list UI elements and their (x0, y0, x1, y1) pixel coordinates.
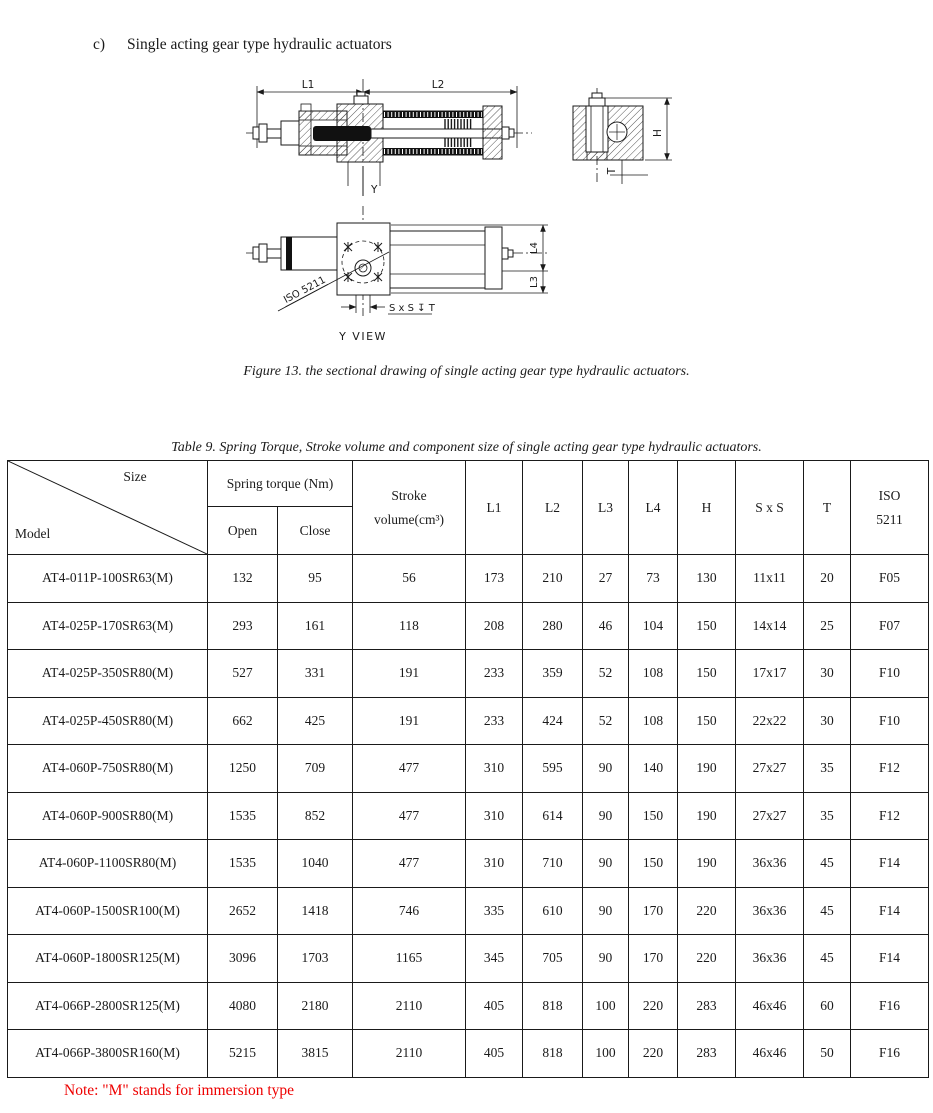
cell-sxs: 17x17 (736, 650, 804, 698)
cell-l4: 108 (629, 650, 678, 698)
top-sectional-view (246, 79, 532, 196)
cell-sxs: 46x46 (736, 982, 804, 1030)
cell-model: AT4-025P-170SR63(M) (8, 602, 208, 650)
cell-l3: 90 (583, 887, 629, 935)
cell-open: 5215 (208, 1030, 278, 1078)
cell-t: 35 (804, 745, 851, 793)
dim-label-sxs: S x S ↧ T (389, 303, 435, 314)
cell-open: 662 (208, 697, 278, 745)
header-size-label: Size (123, 469, 147, 484)
cell-l2: 710 (523, 840, 583, 888)
cell-l4: 140 (629, 745, 678, 793)
cell-stroke-volume: 1165 (353, 935, 466, 983)
cell-model: AT4-066P-2800SR125(M) (8, 982, 208, 1030)
header-stroke-line1: Stroke (391, 487, 427, 503)
cell-close: 1703 (278, 935, 353, 983)
cell-stroke-volume: 2110 (353, 1030, 466, 1078)
dim-label-l3: L3 (529, 276, 540, 288)
table-caption: Table 9. Spring Torque, Stroke volume and component size of single acting gear type hydraulic actuators. (171, 440, 762, 455)
cell-iso: F14 (851, 935, 929, 983)
cell-l3: 27 (583, 555, 629, 603)
cell-stroke-volume: 191 (353, 697, 466, 745)
cell-sxs: 14x14 (736, 602, 804, 650)
cell-open: 2652 (208, 887, 278, 935)
cell-stroke-volume: 477 (353, 792, 466, 840)
cell-stroke-volume: 191 (353, 650, 466, 698)
cell-sxs: 27x27 (736, 792, 804, 840)
spec-table (7, 460, 929, 1078)
cell-t: 50 (804, 1030, 851, 1078)
cell-iso: F10 (851, 697, 929, 745)
cell-close: 709 (278, 745, 353, 793)
cell-close: 3815 (278, 1030, 353, 1078)
cell-iso: F14 (851, 840, 929, 888)
table-row (8, 982, 929, 1030)
cell-t: 45 (804, 840, 851, 888)
cell-model: AT4-060P-1500SR100(M) (8, 887, 208, 935)
cell-open: 1535 (208, 792, 278, 840)
cell-model: AT4-025P-350SR80(M) (8, 650, 208, 698)
cell-iso: F10 (851, 650, 929, 698)
section-heading-prefix: c) (93, 36, 106, 53)
section-heading-text: Single acting gear type hydraulic actuators (127, 36, 392, 53)
cell-close: 331 (278, 650, 353, 698)
header-stroke-line2: volume(cm³) (374, 511, 445, 527)
cell-l4: 73 (629, 555, 678, 603)
cell-l1: 173 (466, 555, 523, 603)
cell-t: 30 (804, 650, 851, 698)
table-row (8, 887, 929, 935)
table-row (8, 792, 929, 840)
table-row (8, 697, 929, 745)
cell-open: 4080 (208, 982, 278, 1030)
cell-h: 150 (678, 650, 736, 698)
cell-iso: F07 (851, 602, 929, 650)
sectional-drawing (225, 55, 705, 361)
cell-close: 2180 (278, 982, 353, 1030)
cell-l4: 220 (629, 1030, 678, 1078)
cell-iso: F16 (851, 982, 929, 1030)
cell-l4: 104 (629, 602, 678, 650)
bottom-y-view (246, 206, 550, 343)
table-row (8, 602, 929, 650)
header-cell-h: H (678, 461, 736, 555)
cell-t: 45 (804, 935, 851, 983)
cell-close: 425 (278, 697, 353, 745)
header-cell-iso5211 (851, 461, 929, 555)
cell-l2: 705 (523, 935, 583, 983)
cell-sxs: 36x36 (736, 887, 804, 935)
cell-iso: F14 (851, 887, 929, 935)
cell-h: 220 (678, 935, 736, 983)
cell-model: AT4-060P-1100SR80(M) (8, 840, 208, 888)
cell-l3: 100 (583, 1030, 629, 1078)
header-cell-sxs: S x S (736, 461, 804, 555)
cell-l1: 310 (466, 745, 523, 793)
header-model-label: Model (15, 526, 51, 541)
side-sectional-view (573, 88, 672, 185)
cell-h: 283 (678, 1030, 736, 1078)
cell-h: 283 (678, 982, 736, 1030)
cell-l1: 405 (466, 1030, 523, 1078)
cell-l4: 108 (629, 697, 678, 745)
cell-iso: F05 (851, 555, 929, 603)
cell-open: 293 (208, 602, 278, 650)
cell-model: AT4-060P-1800SR125(M) (8, 935, 208, 983)
cell-l1: 233 (466, 650, 523, 698)
dim-label-l4: L4 (529, 242, 540, 254)
cell-model: AT4-011P-100SR63(M) (8, 555, 208, 603)
cell-l3: 90 (583, 935, 629, 983)
cell-open: 132 (208, 555, 278, 603)
cell-l1: 208 (466, 602, 523, 650)
cell-open: 1250 (208, 745, 278, 793)
cell-sxs: 36x36 (736, 840, 804, 888)
cell-open: 527 (208, 650, 278, 698)
cell-l3: 52 (583, 697, 629, 745)
cell-iso: F12 (851, 792, 929, 840)
note-text: Note: "M" stands for immersion type (64, 1082, 295, 1099)
cell-l2: 610 (523, 887, 583, 935)
cell-h: 190 (678, 840, 736, 888)
cell-l1: 345 (466, 935, 523, 983)
table-row (8, 1030, 929, 1078)
cell-l1: 233 (466, 697, 523, 745)
cell-sxs: 11x11 (736, 555, 804, 603)
cell-stroke-volume: 118 (353, 602, 466, 650)
cell-l2: 359 (523, 650, 583, 698)
cell-l3: 100 (583, 982, 629, 1030)
iso-5211-label: ISO 5211 (282, 274, 328, 306)
cell-t: 30 (804, 697, 851, 745)
header-cell-stroke-volume (353, 461, 466, 555)
cell-l3: 52 (583, 650, 629, 698)
cell-stroke-volume: 477 (353, 840, 466, 888)
cell-l3: 46 (583, 602, 629, 650)
cell-l2: 818 (523, 982, 583, 1030)
cell-l1: 310 (466, 840, 523, 888)
cell-l4: 170 (629, 935, 678, 983)
table-row (8, 840, 929, 888)
cell-l1: 405 (466, 982, 523, 1030)
cell-open: 1535 (208, 840, 278, 888)
cell-l2: 818 (523, 1030, 583, 1078)
cell-l2: 424 (523, 697, 583, 745)
table-row (8, 555, 929, 603)
view-arrow-label-y: Y (371, 184, 378, 196)
figure-caption: Figure 13. the sectional drawing of single acting gear type hydraulic actuators. (243, 364, 690, 379)
cell-sxs: 46x46 (736, 1030, 804, 1078)
header-cell-t: T (804, 461, 851, 555)
cell-t: 25 (804, 602, 851, 650)
dim-label-t: T (606, 167, 618, 175)
header-cell-open: Open (208, 507, 278, 555)
cell-h: 150 (678, 602, 736, 650)
cell-l2: 614 (523, 792, 583, 840)
header-cell-size-model (8, 461, 208, 555)
table-row (8, 650, 929, 698)
cell-iso: F12 (851, 745, 929, 793)
cell-h: 220 (678, 887, 736, 935)
header-cell-close: Close (278, 507, 353, 555)
cell-model: AT4-025P-450SR80(M) (8, 697, 208, 745)
cell-model: AT4-060P-900SR80(M) (8, 792, 208, 840)
cell-t: 35 (804, 792, 851, 840)
cell-l4: 220 (629, 982, 678, 1030)
cell-l3: 90 (583, 792, 629, 840)
cell-stroke-volume: 56 (353, 555, 466, 603)
header-iso-line1: ISO (878, 487, 901, 503)
cell-t: 20 (804, 555, 851, 603)
cell-l2: 280 (523, 602, 583, 650)
cell-sxs: 36x36 (736, 935, 804, 983)
header-row-1 (8, 461, 929, 507)
cell-open: 3096 (208, 935, 278, 983)
cell-h: 190 (678, 745, 736, 793)
dim-label-h: H (652, 129, 664, 137)
cell-stroke-volume: 746 (353, 887, 466, 935)
cell-stroke-volume: 2110 (353, 982, 466, 1030)
cell-model: AT4-060P-750SR80(M) (8, 745, 208, 793)
cell-h: 150 (678, 697, 736, 745)
cell-l1: 335 (466, 887, 523, 935)
cell-l1: 310 (466, 792, 523, 840)
table-row (8, 745, 929, 793)
cell-l2: 595 (523, 745, 583, 793)
cell-t: 45 (804, 887, 851, 935)
header-cell-l4: L4 (629, 461, 678, 555)
cell-close: 161 (278, 602, 353, 650)
cell-sxs: 27x27 (736, 745, 804, 793)
header-cell-l1: L1 (466, 461, 523, 555)
cell-model: AT4-066P-3800SR160(M) (8, 1030, 208, 1078)
dim-label-l1: L1 (301, 79, 315, 91)
cell-close: 1418 (278, 887, 353, 935)
cell-sxs: 22x22 (736, 697, 804, 745)
cell-l3: 90 (583, 840, 629, 888)
y-view-caption: Y VIEW (339, 330, 387, 343)
header-cell-l3: L3 (583, 461, 629, 555)
cell-l4: 150 (629, 840, 678, 888)
header-cell-l2: L2 (523, 461, 583, 555)
cell-l4: 170 (629, 887, 678, 935)
dim-label-l2: L2 (431, 79, 445, 91)
cell-h: 130 (678, 555, 736, 603)
cell-close: 1040 (278, 840, 353, 888)
cell-stroke-volume: 477 (353, 745, 466, 793)
table-row (8, 935, 929, 983)
cell-h: 190 (678, 792, 736, 840)
section-heading (93, 36, 392, 54)
header-iso-line2: 5211 (876, 511, 903, 527)
cell-t: 60 (804, 982, 851, 1030)
cell-l2: 210 (523, 555, 583, 603)
cell-iso: F16 (851, 1030, 929, 1078)
cell-l4: 150 (629, 792, 678, 840)
header-cell-spring-torque: Spring torque (Nm) (208, 461, 353, 507)
cell-l3: 90 (583, 745, 629, 793)
cell-close: 852 (278, 792, 353, 840)
cell-close: 95 (278, 555, 353, 603)
